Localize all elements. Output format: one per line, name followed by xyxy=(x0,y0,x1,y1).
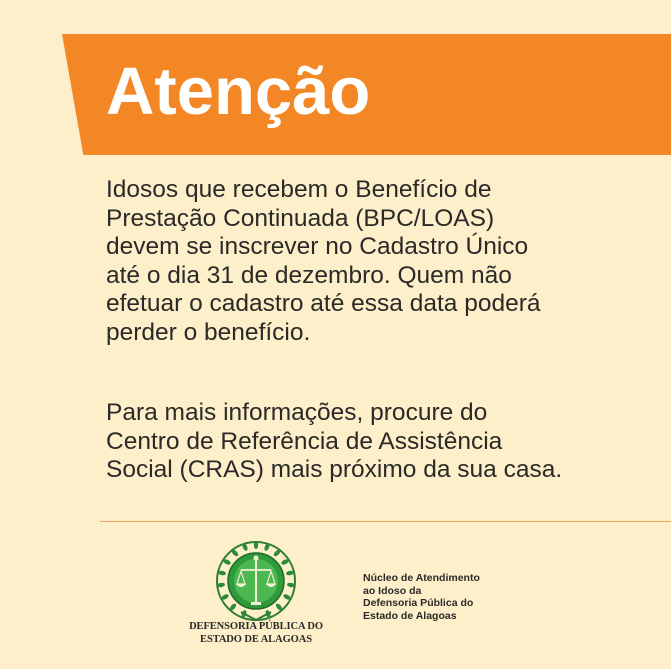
info-paragraph xyxy=(106,399,666,485)
org-name-line: ESTADO DE ALAGOAS xyxy=(200,633,312,645)
paragraph-line: Social (CRAS) mais próximo da sua casa. xyxy=(106,456,563,483)
nucleo-label xyxy=(363,572,543,622)
paragraph-line: Idosos que recebem o Benefício de xyxy=(106,176,492,203)
paragraph-line: até o dia 31 de dezembro. Quem não xyxy=(106,261,512,289)
nucleo-line: Estado de Alagoas xyxy=(363,609,457,622)
paragraph-line: perder o benefício. xyxy=(106,318,311,346)
paragraph-line: Para mais informações, procure do xyxy=(106,399,488,426)
paragraph-line: devem se inscrever no Cadastro Único xyxy=(106,233,529,260)
nucleo-line: Defensoria Pública do xyxy=(363,597,474,609)
nucleo-line: Núcleo de Atendimento xyxy=(363,572,480,584)
paragraph-line: Centro de Referência de Assistência xyxy=(106,427,503,455)
org-name-line: DEFENSORIA PÚBLICA DO xyxy=(189,621,323,632)
main-paragraph xyxy=(106,176,666,347)
paragraph-line: Prestação Continuada (BPC/LOAS) xyxy=(106,204,495,232)
footer-divider xyxy=(100,521,671,522)
nucleo-line: ao Idoso da xyxy=(363,584,422,597)
banner-title: Atenção xyxy=(106,54,371,129)
org-name xyxy=(186,621,326,646)
paragraph-line: efetuar o cadastro até essa data poderá xyxy=(106,290,541,317)
defensoria-seal-icon xyxy=(215,540,297,622)
